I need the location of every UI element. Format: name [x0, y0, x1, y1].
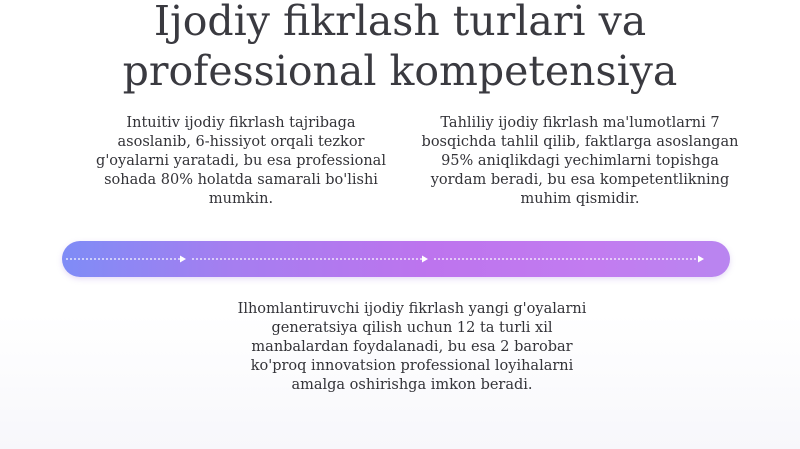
- arrow-right-icon: [180, 256, 186, 263]
- arrow-right-icon: [698, 256, 704, 263]
- slide-title-line-1: Ijodiy fikrlash turlari va: [153, 0, 647, 45]
- analytical-thinking-text: Tahliliy ijodiy fikrlash ma'lumotlarni 7 bosqichda tahlil qilib, faktlarga asoslangan 95% aniqlikdagi yechimlarni topishga yordam beradi, bu esa kompetentlikning muhim qismidir.: [421, 115, 739, 207]
- timeline-bar: [62, 241, 730, 277]
- arrow-right-icon: [422, 256, 428, 263]
- timeline-arrows: [62, 241, 730, 277]
- inspiring-thinking-text: Ilhomlantiruvchi ijodiy fikrlash yangi g'oyalarni generatsiya qilish uchun 12 ta turli xil manbalardan foydalanadi, bu esa 2 barobar ko'proq innovatsion professional loyihalarni amalga oshirishga imkon beradi.: [237, 301, 587, 393]
- slide-title-line-2: professional kompetensiya: [122, 47, 678, 95]
- intuitive-thinking-text: Intuitiv ijodiy fikrlash tajribaga asoslanib, 6-hissiyot orqali tezkor g'oyalarni yaratadi, bu esa professional sohada 80% holatda samarali bo'lishi mumkin.: [96, 115, 386, 207]
- slide-title: [0, 0, 800, 96]
